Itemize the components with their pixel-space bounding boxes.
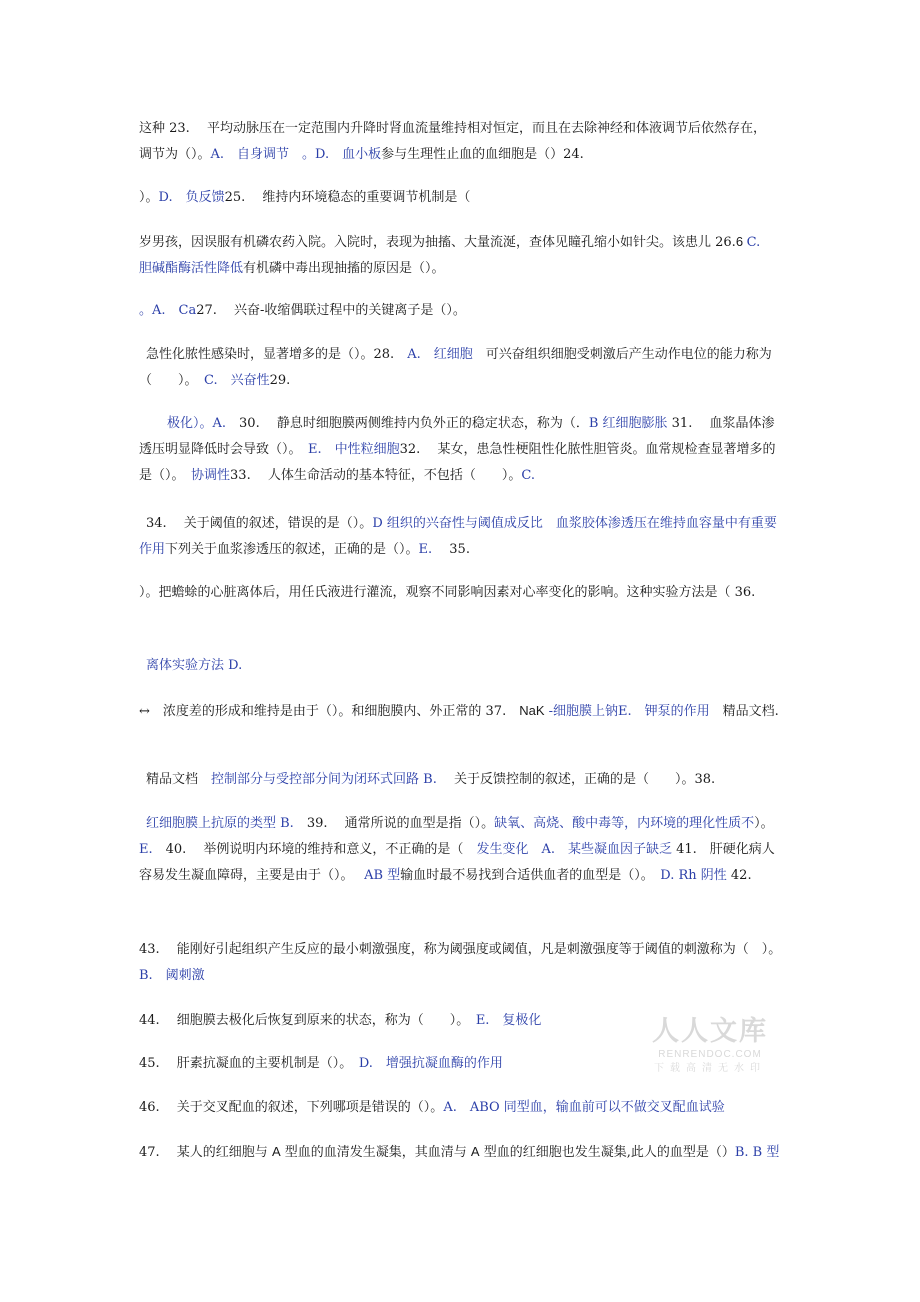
answer-text: B 红细胞膨胀	[588, 416, 668, 431]
question-text: 29.	[269, 373, 291, 388]
answer-text: 协调性	[191, 468, 231, 483]
answer-text: 离体实验方法 D.	[146, 658, 243, 673]
question-text: 参与生理性止血的血细胞是（）24.	[381, 147, 584, 162]
question-text: ）。把蟾蜍的心脏离体后，用任氏液进行灌流，观察不同影响因素对心率变化的影响。这种实验方法是（ 36.	[139, 585, 756, 600]
watermark-logo	[648, 1016, 772, 1076]
question-text: 40. 举例说明内环境的维持和意义，不正确的是（	[152, 842, 464, 857]
question-paragraph	[139, 185, 784, 211]
answer-text: D. 增强抗凝血酶的作用	[358, 1056, 503, 1071]
question-paragraph	[139, 116, 784, 168]
question-text: ）。	[139, 190, 159, 205]
question-paragraph	[139, 411, 784, 489]
question-text: 45. 肝素抗凝血的主要机制是（）。	[139, 1056, 359, 1071]
question-text: 39. 通常所说的血型是指（）。	[293, 816, 495, 831]
answer-text: E. 中性粒细胞	[308, 442, 400, 457]
question-paragraph	[139, 580, 784, 606]
answer-text: C. 兴奋性	[204, 373, 270, 388]
answer-text: 控制部分与受控部分间为闭环式回路 B.	[211, 772, 437, 787]
answer-text: 极化）。A.	[167, 416, 227, 431]
question-text: 30. 静息时细胞膜两侧维持内负外正的稳定状态，称为（．	[226, 416, 589, 431]
answer-text: 发生变化 A. 某些凝血因子缺乏	[463, 842, 672, 857]
answer-text: 红细胞膜上抗原的类型 B.	[146, 816, 294, 831]
question-text: 25. 维持内环境稳态的重要调节机制是（	[224, 190, 471, 205]
question-text: 42.	[726, 868, 752, 883]
question-text: ）。	[754, 816, 794, 831]
question-text: 46. 关于交叉配血的叙述，下列哪项是错误的（）。	[139, 1100, 444, 1115]
answer-text: E.	[139, 842, 153, 857]
question-text: 精品文档	[146, 772, 212, 787]
question-text: 关于反馈控制的叙述，正确的是（ ）。38.	[436, 772, 716, 787]
answer-text: A. 自身调节 。D. 血小板	[210, 147, 382, 162]
question-text: 精品文档.	[709, 704, 779, 719]
answer-text: A. 红细胞	[407, 347, 473, 362]
answer-text: 。A. Ca	[139, 303, 197, 318]
watermark-domain: RENRENDOC.COM	[658, 1049, 762, 1060]
question-text: 型血的红细胞也发生凝集,此人的血型是（）	[479, 1145, 735, 1160]
question-paragraph	[139, 767, 784, 793]
question-text: NaK	[519, 703, 545, 718]
answer-text: C.	[521, 468, 535, 483]
question-text: 型血的血清发生凝集，其血清与	[280, 1145, 471, 1160]
question-paragraph	[139, 1139, 784, 1166]
question-paragraph	[139, 653, 784, 679]
answer-text: D 组织的兴奋性与阈值成反比 血浆胶体渗透压在维持血容量中有重要作用	[139, 516, 777, 557]
question-text: 输血时最不易找到合适供血者的血型是（）。	[400, 868, 661, 883]
question-text: 有机磷中毒出现抽搐的原因是（）。	[243, 261, 445, 276]
answer-text: E.	[418, 542, 433, 557]
question-paragraph	[139, 342, 784, 394]
question-text: 31. 血浆晶体渗透压明显降低时会导致（）。	[139, 416, 775, 457]
question-paragraph	[139, 511, 784, 563]
question-text: 43. 能刚好引起组织产生反应的最小刺激强度，称为阈强度或阈值，凡是刺激强度等于阈值的刺激称为（ ）。	[139, 942, 782, 957]
question-text: 岁男孩，因误服有机磷农药入院。入院时，表现为抽搐、大量流涎，查体见瞳孔缩小如针尖。该患儿 26.	[139, 235, 736, 250]
question-text: 急性化脓性感染时，显著增多的是（）。28.	[146, 347, 408, 362]
answer-text: AB 型	[364, 868, 401, 883]
question-text: A	[271, 1144, 281, 1159]
question-text: 34. 关于阈值的叙述，错误的是（）。	[146, 516, 373, 531]
question-text: 6	[735, 234, 747, 249]
question-text: 33. 人体生命活动的基本特征，不包括（ ）。	[230, 468, 522, 483]
question-paragraph	[139, 1095, 784, 1121]
answer-text: D. Rh 阴性	[660, 868, 727, 883]
answer-text: E. 钾泵的作用	[618, 704, 710, 719]
watermark-subtitle: 下载高清无水印	[654, 1063, 766, 1074]
question-paragraph	[139, 698, 784, 725]
answer-text: D. 负反馈	[158, 190, 225, 205]
question-paragraph	[139, 937, 784, 989]
answer-text: C. 胆碱酯酶活性降低	[139, 235, 774, 276]
answer-text: -细胞膜上钠	[544, 704, 619, 719]
answer-text: A. ABO 同型血，输血前可以不做交叉配血试验	[443, 1100, 725, 1115]
question-text: 32. 某女，患急性梗阻性化脓性胆管炎。血常规检查显著增多的是（）。	[139, 442, 776, 483]
question-text: 可兴奋组织细胞受刺激后产生动作电位的能力称为（ ）。	[139, 347, 772, 388]
answer-text: B. 阈刺激	[139, 968, 205, 983]
question-text: 27. 兴奋-收缩偶联过程中的关键离子是（）。	[196, 303, 466, 318]
question-text: 下列关于血浆渗透压的叙述，正确的是（）。	[165, 542, 419, 557]
question-text: 这种 23. 平均动脉压在一定范围内升降时肾血流量维持相对恒定，而且在去除神经和体液调节后依然存在， 调节为（）。	[139, 121, 773, 162]
question-text: 41. 肝硬化病人容易发生凝血障碍，主要是由于（）。	[139, 842, 775, 883]
question-paragraph	[139, 298, 784, 324]
watermark-title: 人人文库	[652, 1016, 768, 1047]
question-text: 35.	[432, 542, 470, 557]
answer-text: B. B 型	[734, 1145, 780, 1160]
answer-text: E. 复极化	[475, 1013, 542, 1028]
question-text: A	[470, 1144, 480, 1159]
answer-text: 缺氧、高烧、酸中毒等，内环境的理化性质不	[494, 816, 755, 831]
question-text: ↔ 浓度差的形成和维持是由于（）。和细胞膜内、外正常的 37.	[139, 704, 520, 719]
question-paragraph	[139, 811, 794, 889]
question-paragraph	[139, 229, 784, 282]
question-text: 44. 细胞膜去极化后恢复到原来的状态，称为（ ）。	[139, 1013, 476, 1028]
question-text: 47. 某人的红细胞与	[139, 1145, 272, 1160]
